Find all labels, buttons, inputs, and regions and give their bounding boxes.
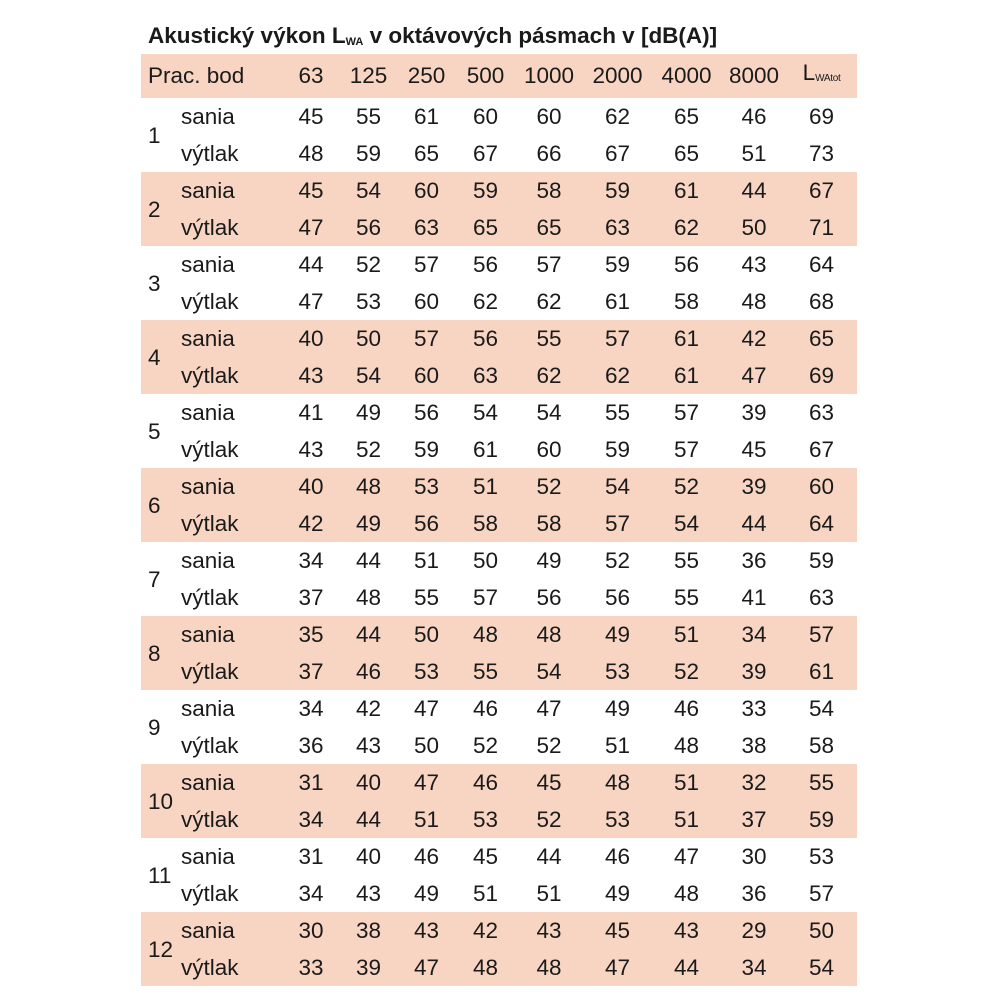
band-value-cell: 30 [741, 844, 767, 869]
band-value-cell: 62 [651, 209, 722, 246]
band-value-cell: 33 [741, 696, 767, 721]
band-value-cell: 44 [722, 505, 786, 542]
table-row [141, 209, 857, 246]
band-value-cell: 42 [355, 696, 382, 721]
operating-point-number: 4 [141, 320, 181, 394]
band-value-cell: 55 [514, 320, 584, 357]
band-value-cell: 49 [355, 400, 382, 425]
total-value-cell: 71 [786, 209, 857, 246]
band-value-cell: 45 [741, 437, 767, 462]
header-row [141, 54, 857, 98]
band-value-cell: 49 [604, 881, 631, 906]
band-value-cell: 47 [281, 209, 341, 246]
band-value-cell: 42 [281, 505, 341, 542]
band-value-cell: 45 [472, 844, 499, 869]
band-value-cell: 55 [604, 400, 631, 425]
sania-label: sania [181, 104, 235, 129]
total-value-cell: 73 [808, 141, 835, 166]
band-value-cell: 47 [298, 289, 324, 314]
band-value-cell: 62 [536, 289, 562, 314]
table-row [141, 505, 857, 542]
header-band: 2000 [584, 54, 651, 98]
band-value-cell: 42 [722, 320, 786, 357]
band-value-cell: 56 [413, 400, 440, 425]
header-label: Prac. bod [141, 54, 281, 98]
band-value-cell: 56 [457, 320, 514, 357]
band-value-cell: 50 [396, 616, 457, 653]
vytlak-label: výtlak [181, 801, 281, 838]
table-body [141, 98, 857, 986]
band-value-cell: 51 [413, 548, 440, 573]
band-value-cell: 30 [281, 912, 341, 949]
band-value-cell: 56 [673, 252, 700, 277]
total-value-cell: 68 [808, 289, 835, 314]
sania-label: sania [181, 320, 281, 357]
band-value-cell: 44 [722, 172, 786, 209]
band-value-cell: 51 [536, 881, 562, 906]
operating-point-number: 7 [148, 566, 161, 592]
band-value-cell: 57 [396, 320, 457, 357]
band-value-cell: 51 [457, 468, 514, 505]
band-value-cell: 31 [281, 764, 341, 801]
band-value-cell: 54 [514, 653, 584, 690]
band-value-cell: 49 [413, 881, 440, 906]
band-value-cell: 39 [341, 949, 396, 986]
band-value-cell: 44 [355, 548, 382, 573]
operating-point-number: 9 [148, 714, 161, 740]
operating-point-number: 6 [141, 468, 181, 542]
total-value-cell: 59 [808, 548, 835, 573]
band-value-cell: 54 [651, 505, 722, 542]
band-value-cell: 41 [741, 585, 767, 610]
band-value-cell: 55 [355, 104, 382, 129]
sania-label: sania [181, 696, 235, 721]
table-row [141, 801, 857, 838]
band-value-cell: 51 [472, 881, 499, 906]
band-value-cell: 46 [341, 653, 396, 690]
band-value-cell: 34 [722, 616, 786, 653]
band-value-cell: 44 [536, 844, 562, 869]
table-row [141, 135, 857, 172]
band-value-cell: 46 [413, 844, 440, 869]
band-value-cell: 43 [355, 881, 382, 906]
band-value-cell: 57 [536, 252, 562, 277]
band-value-cell: 40 [281, 320, 341, 357]
band-value-cell: 59 [355, 141, 382, 166]
band-value-cell: 52 [514, 801, 584, 838]
total-value-cell: 69 [786, 357, 857, 394]
band-value-cell: 57 [413, 252, 440, 277]
band-value-cell: 52 [536, 733, 562, 758]
band-value-cell: 65 [514, 209, 584, 246]
band-value-cell: 44 [341, 616, 396, 653]
total-value-cell: 58 [808, 733, 835, 758]
band-value-cell: 57 [673, 437, 700, 462]
band-value-cell: 56 [396, 505, 457, 542]
band-value-cell: 52 [604, 548, 631, 573]
sania-label: sania [181, 548, 235, 573]
band-value-cell: 45 [514, 764, 584, 801]
band-value-cell: 48 [673, 733, 700, 758]
band-value-cell: 46 [457, 764, 514, 801]
band-value-cell: 49 [341, 505, 396, 542]
band-value-cell: 43 [281, 357, 341, 394]
total-value-cell: 57 [808, 881, 835, 906]
band-value-cell: 53 [457, 801, 514, 838]
table-row [141, 949, 857, 986]
band-value-cell: 47 [396, 764, 457, 801]
band-value-cell: 62 [472, 289, 499, 314]
total-value-cell: 61 [786, 653, 857, 690]
total-value-cell: 54 [786, 949, 857, 986]
vytlak-label: výtlak [181, 437, 239, 462]
band-value-cell: 40 [281, 468, 341, 505]
band-value-cell: 55 [673, 548, 700, 573]
band-value-cell: 61 [651, 320, 722, 357]
table-row [141, 172, 857, 209]
operating-point-number: 8 [141, 616, 181, 690]
band-value-cell: 31 [298, 844, 324, 869]
table-row [141, 468, 857, 505]
band-value-cell: 58 [514, 505, 584, 542]
table-row [141, 246, 857, 283]
band-value-cell: 52 [651, 653, 722, 690]
band-value-cell: 48 [741, 289, 767, 314]
band-value-cell: 35 [281, 616, 341, 653]
header-total [786, 54, 857, 98]
band-value-cell: 53 [396, 653, 457, 690]
total-value-cell: 64 [808, 252, 835, 277]
table-row [141, 875, 857, 912]
band-value-cell: 34 [281, 801, 341, 838]
header-band: 63 [281, 54, 341, 98]
total-value-cell: 55 [786, 764, 857, 801]
band-value-cell: 43 [298, 437, 324, 462]
band-value-cell: 57 [673, 400, 700, 425]
table-row [141, 838, 857, 875]
band-value-cell: 62 [514, 357, 584, 394]
band-value-cell: 50 [472, 548, 499, 573]
operating-point-number: 3 [148, 270, 161, 296]
band-value-cell: 54 [584, 468, 651, 505]
band-value-cell: 51 [651, 616, 722, 653]
band-value-cell: 47 [536, 696, 562, 721]
band-value-cell: 44 [341, 801, 396, 838]
band-value-cell: 63 [396, 209, 457, 246]
total-value-cell: 63 [808, 400, 835, 425]
band-value-cell: 34 [298, 696, 324, 721]
sania-label: sania [181, 172, 281, 209]
band-value-cell: 41 [298, 400, 324, 425]
header-band: 500 [457, 54, 514, 98]
band-value-cell: 36 [741, 881, 767, 906]
band-value-cell: 63 [457, 357, 514, 394]
header-total-subscript: WAtot [815, 73, 841, 84]
band-value-cell: 51 [651, 764, 722, 801]
vytlak-label: výtlak [181, 733, 239, 758]
operating-point-number: 2 [141, 172, 181, 246]
band-value-cell: 61 [604, 289, 631, 314]
band-value-cell: 50 [413, 733, 440, 758]
sania-label: sania [181, 468, 281, 505]
band-value-cell: 34 [298, 548, 324, 573]
band-value-cell: 61 [413, 104, 440, 129]
acoustic-power-table [141, 54, 857, 986]
operating-point-number: 12 [141, 912, 181, 986]
band-value-cell: 40 [355, 844, 382, 869]
vytlak-label: výtlak [181, 585, 239, 610]
band-value-cell: 36 [298, 733, 324, 758]
header-band: 1000 [514, 54, 584, 98]
table-row [141, 616, 857, 653]
band-value-cell: 49 [584, 616, 651, 653]
band-value-cell: 58 [673, 289, 700, 314]
band-value-cell: 62 [584, 357, 651, 394]
band-value-cell: 47 [673, 844, 700, 869]
band-value-cell: 42 [457, 912, 514, 949]
band-value-cell: 55 [457, 653, 514, 690]
band-value-cell: 53 [584, 801, 651, 838]
band-value-cell: 59 [604, 252, 631, 277]
band-value-cell: 34 [722, 949, 786, 986]
band-value-cell: 47 [722, 357, 786, 394]
band-value-cell: 51 [396, 801, 457, 838]
band-value-cell: 51 [741, 141, 767, 166]
band-value-cell: 39 [741, 400, 767, 425]
band-value-cell: 47 [413, 696, 440, 721]
title-rest: v oktávových pásmach v [dB(A)] [363, 23, 718, 48]
band-value-cell: 60 [472, 104, 499, 129]
table-title [141, 18, 857, 54]
vytlak-label: výtlak [181, 357, 281, 394]
table-row [141, 579, 857, 616]
document [141, 18, 857, 986]
table-row [141, 283, 857, 320]
band-value-cell: 37 [722, 801, 786, 838]
band-value-cell: 52 [355, 437, 382, 462]
total-value-cell: 53 [808, 844, 835, 869]
band-value-cell: 61 [472, 437, 499, 462]
band-value-cell: 59 [584, 172, 651, 209]
band-value-cell: 54 [341, 172, 396, 209]
table-row [141, 764, 857, 801]
total-value-cell: 64 [786, 505, 857, 542]
sania-label: sania [181, 616, 281, 653]
band-value-cell: 61 [651, 357, 722, 394]
band-value-cell: 37 [298, 585, 324, 610]
band-value-cell: 37 [281, 653, 341, 690]
band-value-cell: 33 [281, 949, 341, 986]
table-row [141, 727, 857, 764]
operating-point-number: 1 [148, 122, 161, 148]
band-value-cell: 60 [536, 104, 562, 129]
vytlak-label: výtlak [181, 505, 281, 542]
band-value-cell: 59 [413, 437, 440, 462]
band-value-cell: 48 [355, 585, 382, 610]
band-value-cell: 59 [457, 172, 514, 209]
band-value-cell: 48 [584, 764, 651, 801]
band-value-cell: 46 [604, 844, 631, 869]
band-value-cell: 63 [584, 209, 651, 246]
title-subscript: WA [345, 36, 364, 48]
band-value-cell: 62 [604, 104, 631, 129]
total-value-cell: 63 [808, 585, 835, 610]
band-value-cell: 29 [722, 912, 786, 949]
band-value-cell: 55 [673, 585, 700, 610]
band-value-cell: 49 [604, 696, 631, 721]
vytlak-label: výtlak [181, 289, 239, 314]
band-value-cell: 59 [604, 437, 631, 462]
band-value-cell: 67 [604, 141, 631, 166]
band-value-cell: 50 [722, 209, 786, 246]
band-value-cell: 45 [298, 104, 324, 129]
band-value-cell: 39 [722, 468, 786, 505]
band-value-cell: 54 [341, 357, 396, 394]
band-value-cell: 51 [651, 801, 722, 838]
operating-point-number: 10 [141, 764, 181, 838]
total-value-cell: 54 [808, 696, 835, 721]
band-value-cell: 65 [673, 104, 700, 129]
band-value-cell: 60 [396, 357, 457, 394]
header-band: 125 [341, 54, 396, 98]
band-value-cell: 44 [298, 252, 324, 277]
sania-label: sania [181, 844, 235, 869]
title-main: Akustický výkon L [148, 23, 346, 48]
band-value-cell: 67 [472, 141, 499, 166]
band-value-cell: 52 [472, 733, 499, 758]
band-value-cell: 48 [298, 141, 324, 166]
table-row [141, 653, 857, 690]
band-value-cell: 56 [472, 252, 499, 277]
total-value-cell: 59 [786, 801, 857, 838]
band-value-cell: 65 [457, 209, 514, 246]
band-value-cell: 49 [536, 548, 562, 573]
vytlak-label: výtlak [181, 653, 281, 690]
table-row [141, 98, 857, 135]
band-value-cell: 34 [298, 881, 324, 906]
band-value-cell: 48 [514, 949, 584, 986]
total-value-cell: 69 [808, 104, 835, 129]
table-row [141, 690, 857, 727]
table-row [141, 357, 857, 394]
total-value-cell: 57 [786, 616, 857, 653]
band-value-cell: 60 [536, 437, 562, 462]
band-value-cell: 66 [536, 141, 562, 166]
total-value-cell: 65 [786, 320, 857, 357]
table-row [141, 542, 857, 579]
operating-point-number: 11 [148, 862, 172, 888]
band-value-cell: 53 [355, 289, 382, 314]
band-value-cell: 54 [472, 400, 499, 425]
table-row [141, 431, 857, 468]
band-value-cell: 48 [514, 616, 584, 653]
band-value-cell: 43 [741, 252, 767, 277]
band-value-cell: 43 [355, 733, 382, 758]
band-value-cell: 48 [341, 468, 396, 505]
band-value-cell: 57 [472, 585, 499, 610]
header-band: 8000 [722, 54, 786, 98]
sania-label: sania [181, 912, 281, 949]
total-value-cell: 60 [786, 468, 857, 505]
header-band: 4000 [651, 54, 722, 98]
band-value-cell: 47 [584, 949, 651, 986]
sania-label: sania [181, 400, 235, 425]
band-value-cell: 56 [536, 585, 562, 610]
header-band: 250 [396, 54, 457, 98]
band-value-cell: 47 [396, 949, 457, 986]
total-value-cell: 67 [786, 172, 857, 209]
band-value-cell: 45 [281, 172, 341, 209]
band-value-cell: 53 [396, 468, 457, 505]
table-row [141, 912, 857, 949]
band-value-cell: 40 [341, 764, 396, 801]
band-value-cell: 44 [651, 949, 722, 986]
band-value-cell: 43 [651, 912, 722, 949]
band-value-cell: 46 [472, 696, 499, 721]
vytlak-label: výtlak [181, 881, 239, 906]
band-value-cell: 36 [741, 548, 767, 573]
band-value-cell: 57 [584, 320, 651, 357]
band-value-cell: 50 [341, 320, 396, 357]
band-value-cell: 38 [741, 733, 767, 758]
band-value-cell: 53 [584, 653, 651, 690]
band-value-cell: 60 [413, 289, 440, 314]
vytlak-label: výtlak [181, 141, 239, 166]
band-value-cell: 38 [341, 912, 396, 949]
band-value-cell: 55 [413, 585, 440, 610]
band-value-cell: 43 [514, 912, 584, 949]
vytlak-label: výtlak [181, 949, 281, 986]
band-value-cell: 65 [673, 141, 700, 166]
band-value-cell: 46 [673, 696, 700, 721]
band-value-cell: 48 [673, 881, 700, 906]
band-value-cell: 57 [584, 505, 651, 542]
band-value-cell: 52 [355, 252, 382, 277]
band-value-cell: 58 [457, 505, 514, 542]
band-value-cell: 60 [396, 172, 457, 209]
band-value-cell: 56 [341, 209, 396, 246]
band-value-cell: 32 [722, 764, 786, 801]
total-value-cell: 67 [808, 437, 835, 462]
band-value-cell: 61 [651, 172, 722, 209]
band-value-cell: 43 [396, 912, 457, 949]
header-total-main: L [802, 60, 816, 85]
band-value-cell: 65 [413, 141, 440, 166]
table-row [141, 320, 857, 357]
vytlak-label: výtlak [181, 209, 281, 246]
band-value-cell: 52 [514, 468, 584, 505]
operating-point-number: 5 [148, 418, 161, 444]
band-value-cell: 46 [741, 104, 767, 129]
band-value-cell: 52 [651, 468, 722, 505]
total-value-cell: 50 [786, 912, 857, 949]
band-value-cell: 51 [604, 733, 631, 758]
band-value-cell: 54 [536, 400, 562, 425]
band-value-cell: 48 [457, 949, 514, 986]
sania-label: sania [181, 252, 235, 277]
band-value-cell: 45 [584, 912, 651, 949]
sania-label: sania [181, 764, 281, 801]
band-value-cell: 58 [514, 172, 584, 209]
band-value-cell: 39 [722, 653, 786, 690]
band-value-cell: 48 [457, 616, 514, 653]
band-value-cell: 56 [604, 585, 631, 610]
table-row [141, 394, 857, 431]
